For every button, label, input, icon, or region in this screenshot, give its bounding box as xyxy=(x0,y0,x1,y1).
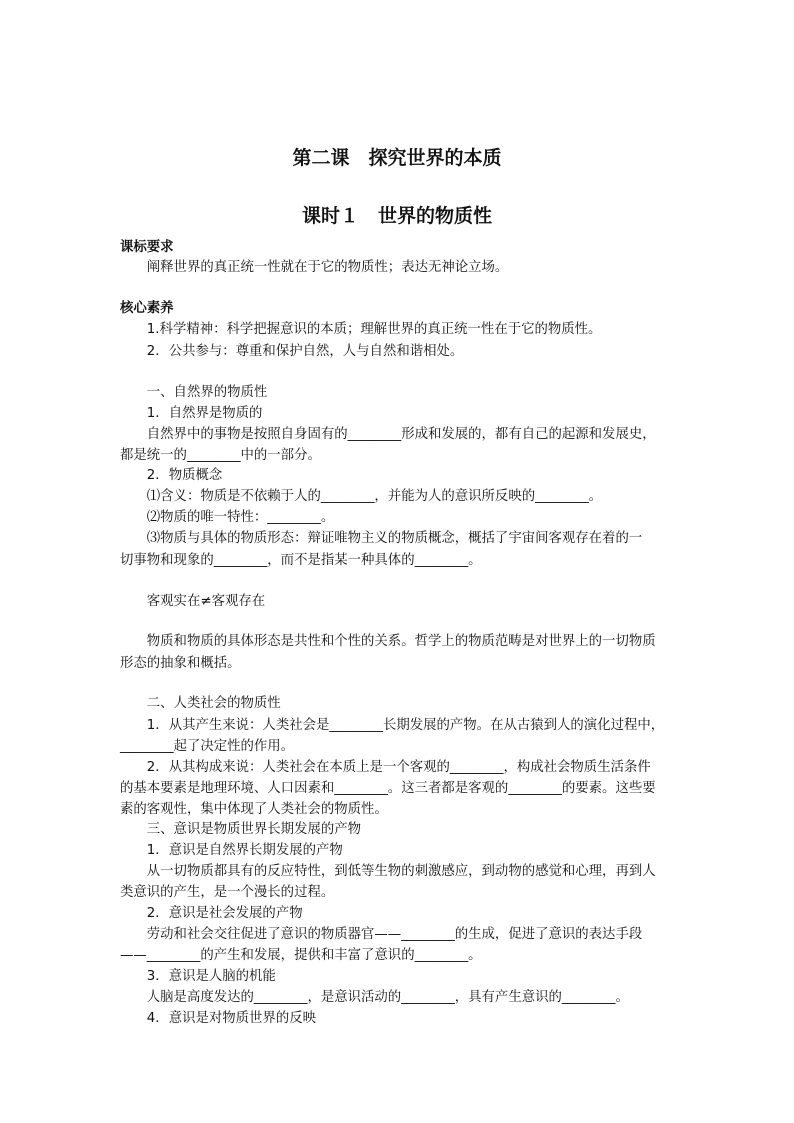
paragraph-line: 2．意识是社会发展的产物 xyxy=(120,906,303,921)
paragraph-line: 2．公共参与：尊重和保护自然，人与自然和谐相处。 xyxy=(120,344,464,359)
document-title: 第二课 探究世界的本质 xyxy=(292,147,502,169)
paragraph-line: ——________的产生和发展，提供和丰富了意识的________。 xyxy=(120,948,482,963)
paragraph-line: 物质和物质的具体形态是共性和个性的关系。哲学上的物质范畴是对世界上的一切物质 xyxy=(120,634,656,649)
paragraph-line: 都是统一的________中的一部分。 xyxy=(120,448,321,463)
paragraph-line: 客观实在≠客观存在 xyxy=(120,594,266,609)
paragraph-line: 1．从其产生来说：人类社会是________长期发展的产物。在从古猿到人的演化过程中， xyxy=(120,718,665,733)
paragraph-line: ⑵物质的唯一特性：________。 xyxy=(120,510,335,525)
paragraph-line: 类意识的产生，是一个漫长的过程。 xyxy=(120,885,335,900)
paragraph-line: 阐释世界的真正统一性就在于它的物质性；表达无神论立场。 xyxy=(120,260,509,275)
paragraph-line: ⑴含义：物质是不依赖于人的________，并能为人的意识所反映的________。 xyxy=(120,489,603,504)
paragraph-line: 劳动和社会交往促进了意识的物质器官——________的生成，促进了意识的表达手段 xyxy=(120,927,643,942)
paragraph-line: 二、人类社会的物质性 xyxy=(120,696,281,711)
paragraph-line: 一、自然界的物质性 xyxy=(120,385,268,400)
paragraph-line: ________起了决定性的作用。 xyxy=(120,739,295,754)
paragraph-line: 4．意识是对物质世界的反映 xyxy=(120,1011,316,1026)
paragraph-line: 1．自然界是物质的 xyxy=(120,406,263,421)
paragraph-line: ⑶物质与具体的物质形态：辩证唯物主义的物质概念，概括了宇宙间客观存在着的一 xyxy=(120,531,643,546)
paragraph-line: 人脑是高度发达的________，是意识活动的________，具有产生意识的________。 xyxy=(120,990,629,1005)
paragraph-line: 1．意识是自然界长期发展的产物 xyxy=(120,843,343,858)
paragraph-line: 切事物和现象的________，而不是指某一种具体的________。 xyxy=(120,553,482,568)
paragraph-line: 的基本要素是地理环境、人口因素和________。这三者都是客观的________的要素。这些要 xyxy=(120,781,656,796)
document-subtitle: 课时１ 世界的物质性 xyxy=(301,205,492,227)
paragraph-line: 2．从其构成来说：人类社会在本质上是一个客观的________，构成社会物质生活条件 xyxy=(120,760,651,775)
section-heading: 课标要求 xyxy=(120,240,174,255)
section-heading: 核心素养 xyxy=(120,301,174,316)
paragraph-line: 素的客观性，集中体现了人类社会的物质性。 xyxy=(120,802,388,817)
paragraph-line: 三、意识是物质世界长期发展的产物 xyxy=(120,822,362,837)
paragraph-line: 2．物质概念 xyxy=(120,468,223,483)
paragraph-line: 自然界中的事物是按照自身固有的________形成和发展的，都有自己的起源和发展史， xyxy=(120,427,656,442)
paragraph-line: 从一切物质都具有的反应特性，到低等生物的刺激感应，到动物的感觉和心理，再到人 xyxy=(120,864,656,879)
paragraph-line: 1.科学精神：科学把握意识的本质；理解世界的真正统一性在于它的物质性。 xyxy=(120,322,602,337)
paragraph-line: 形态的抽象和概括。 xyxy=(120,656,241,671)
paragraph-line: 3．意识是人脑的机能 xyxy=(120,969,276,984)
